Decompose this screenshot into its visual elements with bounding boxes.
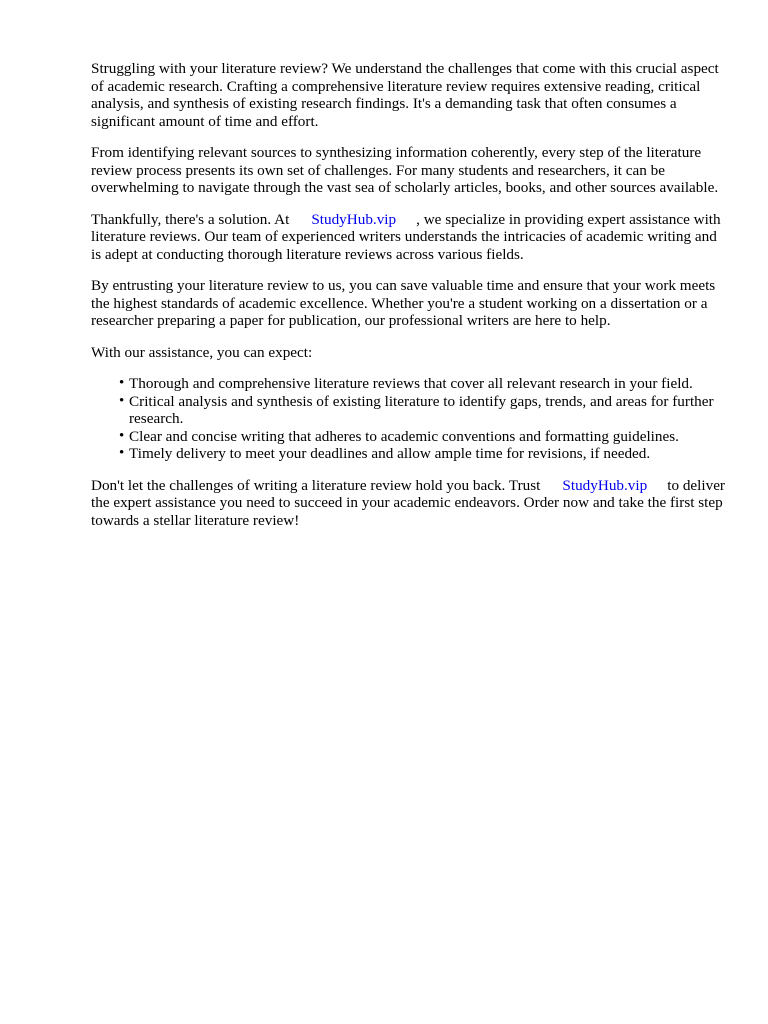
solution-text-before: Thankfully, there's a solution. At [91,210,290,228]
closing-text-before: Don't let the challenges of writing a literature review hold you back. Trust [91,476,541,494]
challenges-paragraph: From identifying relevant sources to synthesizing information coherently, every step of the literature review process presents its own set of challenges. For many students and researchers, it can be overwhelming to navigate through the vast sea of scholarly articles, books, and other sources available. [91,144,719,196]
list-item-text: Timely delivery to meet your deadlines and allow ample time for revisions, if needed. [129,445,651,462]
closing-paragraph [91,477,727,530]
intro-paragraph: Struggling with your literature review? We understand the challenges that come with this crucial aspect of academic research. Crafting a comprehensive literature review requires extensive reading, critical analysis, and synthesis of existing research findings. It's a demanding task that often consumes a significant amount of time and effort. [91,60,719,130]
benefits-paragraph: By entrusting your literature review to us, you can save valuable time and ensure that your work meets the highest standards of academic excellence. Whether you're a student working on a dissertation or a researcher preparing a paper for publication, our professional writers are here to help. [91,277,716,329]
expect-intro: With our assistance, you can expect: [91,343,313,361]
expectations-list [91,375,727,463]
list-item [119,393,727,428]
list-item [119,445,727,463]
list-item [119,428,727,446]
list-item [119,375,727,393]
list-item-text: Clear and concise writing that adheres to academic conventions and formatting guidelines. [129,427,679,445]
list-item-text: Critical analysis and synthesis of existing literature to identify gaps, trends, and areas for further research. [129,392,714,427]
bullet-icon: • [119,427,125,444]
solution-paragraph [91,211,727,264]
document-page [91,60,727,543]
list-item-text: Thorough and comprehensive literature reviews that cover all relevant research in your field. [129,375,693,392]
solution-text-after: , we specialize in providing expert assistance with literature reviews. Our team of experienced writers understands the intricacies of academic writing and is adept at conducting thorough literature reviews across various fields. [91,210,721,263]
studyhub-link[interactable]: StudyHub.vip [562,476,648,494]
bullet-icon: • [119,392,125,409]
studyhub-link[interactable]: StudyHub.vip [311,210,397,228]
bullet-icon: • [119,375,125,391]
bullet-icon: • [119,445,125,461]
closing-text-after: to deliver the expert assistance you need to succeed in your academic endeavors. Order now and take the first step towards a stellar literature review! [91,476,725,529]
